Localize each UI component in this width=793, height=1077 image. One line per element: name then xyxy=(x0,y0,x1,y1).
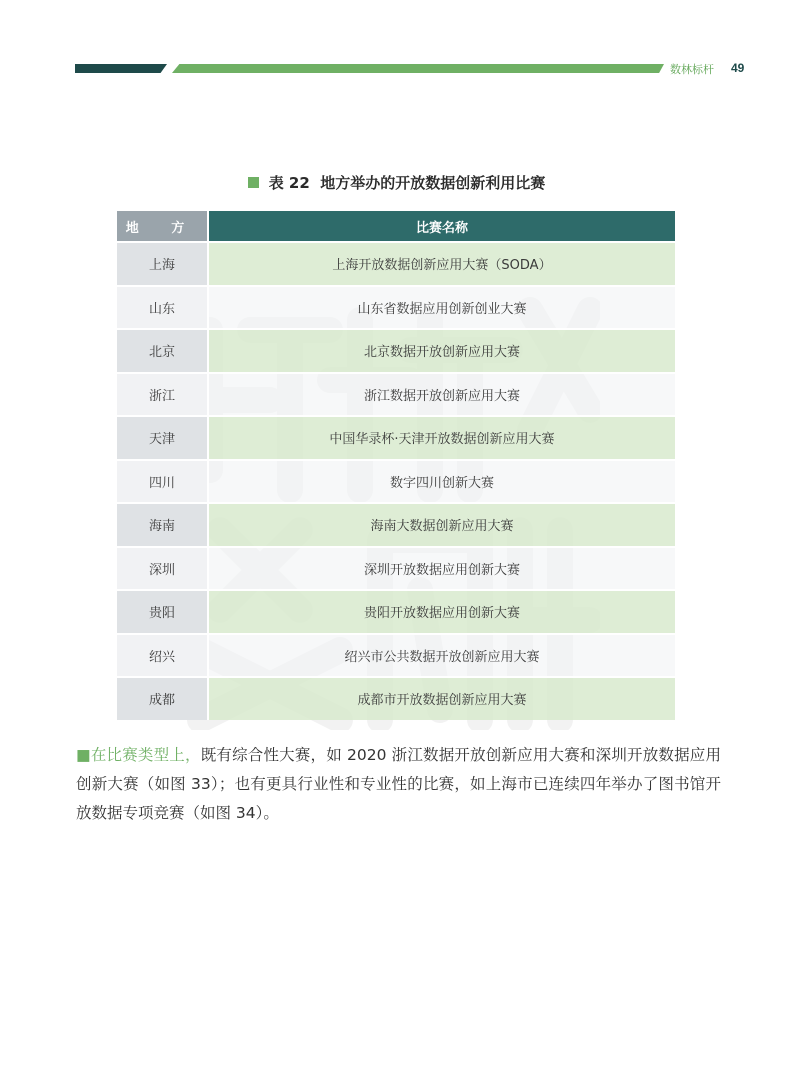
region-cell: 上海 xyxy=(117,242,208,286)
competition-cell: 北京数据开放创新应用大赛 xyxy=(208,329,675,373)
region-cell: 天津 xyxy=(117,416,208,460)
body-paragraph xyxy=(76,741,721,828)
competition-cell: 数字四川创新大赛 xyxy=(208,460,675,504)
paragraph-lead: 在比赛类型上， xyxy=(90,746,201,764)
column-header-region: 地 方 xyxy=(117,211,208,242)
competition-cell: 成都市开放数据创新应用大赛 xyxy=(208,677,675,720)
table-header-row xyxy=(117,211,675,242)
region-cell: 成都 xyxy=(117,677,208,720)
table-title xyxy=(0,172,793,193)
competition-cell: 上海开放数据创新应用大赛（SODA） xyxy=(208,242,675,286)
region-cell: 绍兴 xyxy=(117,634,208,678)
table-row xyxy=(117,373,675,417)
region-cell: 北京 xyxy=(117,329,208,373)
region-cell: 深圳 xyxy=(117,547,208,591)
region-cell: 贵阳 xyxy=(117,590,208,634)
paragraph-body: 既有综合性大赛，如 2020 浙江数据开放创新应用大赛和深圳开放数据应用创新大赛（如图 33）；也有更具行业性和专业性的比赛，如上海市已连续四年举办了图书馆开放数据专项竞赛（如图 34）。 xyxy=(76,746,721,822)
page-number: 49 xyxy=(731,61,745,75)
table-row xyxy=(117,416,675,460)
competition-cell: 中国华录杯·天津开放数据创新应用大赛 xyxy=(208,416,675,460)
title-square-icon xyxy=(248,177,259,188)
table-row xyxy=(117,590,675,634)
competition-cell: 深圳开放数据应用创新大赛 xyxy=(208,547,675,591)
table-caption: 地方举办的开放数据创新利用比赛 xyxy=(320,174,546,192)
column-header-competition: 比赛名称 xyxy=(208,211,675,242)
table-row xyxy=(117,460,675,504)
table-row xyxy=(117,634,675,678)
competition-table xyxy=(117,211,675,720)
region-cell: 山东 xyxy=(117,286,208,330)
competition-cell: 浙江数据开放创新应用大赛 xyxy=(208,373,675,417)
header-green-bar xyxy=(172,64,664,73)
table-row xyxy=(117,503,675,547)
region-cell: 四川 xyxy=(117,460,208,504)
paragraph-marker-icon: ■ xyxy=(76,746,91,764)
header-section-label: 数林标杆 xyxy=(670,63,714,76)
competition-cell: 山东省数据应用创新创业大赛 xyxy=(208,286,675,330)
competition-cell: 绍兴市公共数据开放创新应用大赛 xyxy=(208,634,675,678)
table-row xyxy=(117,677,675,720)
header-dark-bar xyxy=(75,64,167,73)
table-row xyxy=(117,242,675,286)
competition-cell: 贵阳开放数据应用创新大赛 xyxy=(208,590,675,634)
table-number: 表 22 xyxy=(268,174,310,192)
region-cell: 浙江 xyxy=(117,373,208,417)
table-row xyxy=(117,329,675,373)
table-row xyxy=(117,286,675,330)
region-cell: 海南 xyxy=(117,503,208,547)
competition-cell: 海南大数据创新应用大赛 xyxy=(208,503,675,547)
table-row xyxy=(117,547,675,591)
